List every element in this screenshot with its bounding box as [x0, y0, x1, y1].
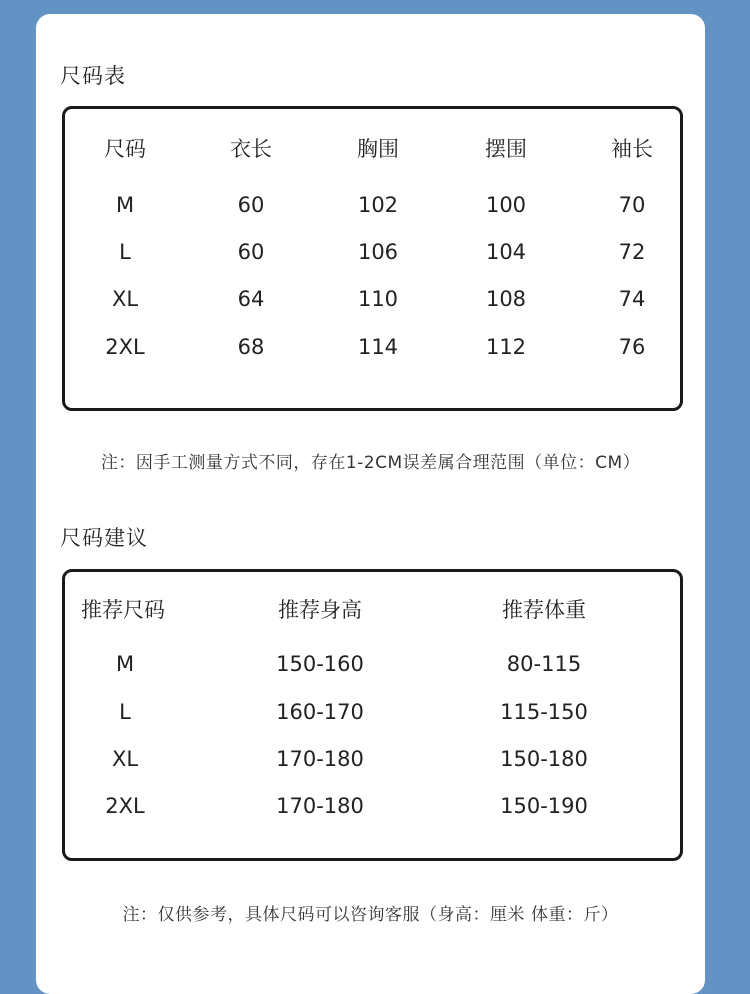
- table-cell: 106: [357, 240, 399, 264]
- size-chart-title: 尺码表: [60, 64, 126, 88]
- table-cell: 150-180: [500, 747, 588, 771]
- table-cell: 74: [618, 287, 646, 311]
- table-cell: 60: [237, 240, 265, 264]
- table-cell: 2XL: [105, 794, 145, 818]
- table-cell: M: [115, 652, 135, 676]
- table-cell: 68: [237, 335, 265, 359]
- table-cell: 100: [485, 193, 527, 217]
- table-cell: M: [115, 193, 135, 217]
- table-cell: 80-115: [506, 652, 582, 676]
- header-sleeve: 袖长: [611, 137, 653, 161]
- header-recommended-height: 推荐身高: [278, 598, 362, 622]
- table-cell: L: [119, 700, 131, 724]
- header-hem: 摆围: [485, 137, 527, 161]
- table-cell: 72: [618, 240, 646, 264]
- table-cell: 150-160: [276, 652, 364, 676]
- table-cell: 114: [357, 335, 399, 359]
- table-cell: 2XL: [105, 335, 145, 359]
- table-cell: 115-150: [500, 700, 588, 724]
- header-size: 尺码: [104, 137, 146, 161]
- header-length: 衣长: [230, 137, 272, 161]
- table-cell: XL: [111, 287, 139, 311]
- size-chart-note: 注：因手工测量方式不同，存在1-2CM误差属合理范围（单位：CM）: [100, 453, 641, 473]
- table-cell: 102: [357, 193, 399, 217]
- header-recommended-size: 推荐尺码: [81, 598, 165, 622]
- table-cell: 108: [485, 287, 527, 311]
- recommendation-note: 注：仅供参考，具体尺码可以咨询客服（身高：厘米 体重：斤）: [122, 905, 619, 925]
- table-cell: 150-190: [500, 794, 588, 818]
- header-chest: 胸围: [357, 137, 399, 161]
- recommendation-table: [62, 569, 683, 861]
- recommendation-title: 尺码建议: [60, 526, 148, 550]
- table-cell: 60: [237, 193, 265, 217]
- table-cell: 64: [237, 287, 265, 311]
- table-cell: 70: [618, 193, 646, 217]
- table-cell: 170-180: [276, 747, 364, 771]
- table-cell: 104: [485, 240, 527, 264]
- table-cell: XL: [111, 747, 139, 771]
- table-cell: 76: [618, 335, 646, 359]
- header-recommended-weight: 推荐体重: [502, 598, 586, 622]
- table-cell: L: [119, 240, 131, 264]
- size-card: [36, 14, 705, 994]
- table-cell: 170-180: [276, 794, 364, 818]
- table-cell: 110: [357, 287, 399, 311]
- size-chart-table: [62, 106, 683, 411]
- table-cell: 112: [485, 335, 527, 359]
- table-cell: 160-170: [276, 700, 364, 724]
